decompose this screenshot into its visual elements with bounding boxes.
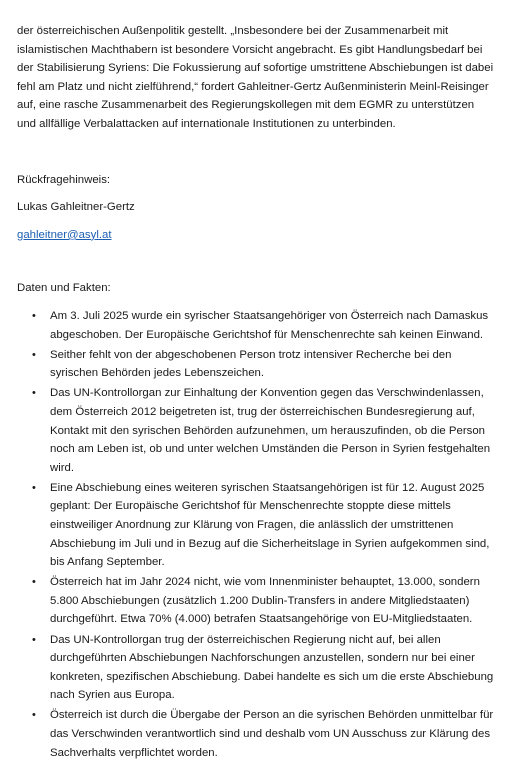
bullet-icon: • bbox=[32, 709, 36, 722]
list-item-text: Eine Abschiebung eines weiteren syrischen Staatsangehörigen ist für 12. August 2025 geplant: Der Europäische Gerichtshof für Menschenrechte stoppte diese mittels einstweiliger Anordnung zur Klärung von Fragen, die anlässlich der umstrittenen Abschiebung im Juli und in Bezug auf die Sicherheitslage in Syrien aufgekommen sind, bis Anfang September. bbox=[50, 481, 490, 569]
list-item-text: Seither fehlt von der abgeschobenen Person trotz intensiver Recherche bei den syrischen Behörden jedes Lebenszeichen. bbox=[50, 348, 452, 380]
list-item bbox=[17, 384, 495, 477]
spacer bbox=[17, 217, 495, 226]
spacer bbox=[17, 189, 495, 198]
list-item bbox=[17, 479, 495, 572]
intro-paragraph: der österreichischen Außenpolitik gestellt. „Insbesondere bei der Zusammenarbeit mit islamistischen Machthabern ist besondere Vorsicht angebracht. Es gibt Handlungsbedarf bei der Stabilisierung Syriens: Die Fokussierung auf sofortige umstrittene Abschiebungen ist dabei fehl am Platz und nicht zielführend,“ fordert Gahleitner-Gertz Außenministerin Meinl-Reisinger auf, eine rasche Zusammenarbeit des Regierungskollegen mit dem EGMR zu unterstützen und allfällige Verbalattacken auf internationale Institutionen zu unterbinden. bbox=[17, 25, 494, 130]
list-item bbox=[17, 346, 495, 383]
list-item-text: Österreich ist durch die Übergabe der Person an die syrischen Behörden unmittelbar für das Verschwinden verantwortlich sind und deshalb vom UN Ausschuss zur Klärung des Sachverhalts verpflichtet worden. bbox=[50, 709, 494, 759]
bullet-icon: • bbox=[32, 633, 36, 646]
contact-email-line bbox=[17, 226, 495, 245]
list-item-text: Österreich hat im Jahr 2024 nicht, wie vom Innenminister behauptet, 13.000, sondern 5.800 Abschiebungen (zusätzlich 1.200 Dublin-Transfers in andere Mitgliedstaaten) durchgeführt. Etwa 70% (4.000) betrafen Staatsangehörige von EU-Mitgliedstaaten. bbox=[50, 576, 480, 626]
facts-list bbox=[17, 307, 495, 762]
list-item-text: Das UN-Kontrollorgan trug der österreichischen Regierung nicht auf, bei allen durchgeführten Abschiebungen Nachforschungen anzustellen, sondern nur bei einer konkreten, spezifischen Abschiebung. Dabei handelte es sich um die erste Abschiebung nach Syrien aus Europa. bbox=[50, 633, 494, 702]
bullet-icon: • bbox=[32, 387, 36, 400]
contact-name: Lukas Gahleitner-Gertz bbox=[17, 201, 135, 214]
bullet-icon: • bbox=[32, 481, 36, 494]
list-item bbox=[17, 573, 495, 629]
list-item bbox=[17, 706, 495, 762]
contact-email-link[interactable]: gahleitner@asyl.at bbox=[17, 228, 112, 241]
list-item-text: Das UN-Kontrollorgan zur Einhaltung der Konvention gegen das Verschwindenlassen, dem Österreich 2012 beigetreten ist, trug der österreichischen Bundesregierung auf, Kontakt mit den syrischen Behörden aufzunehmen, um herauszufinden, ob die Person noch am Leben ist, ob und unter welchen Umständen die Person in Syrien festgehalten wird. bbox=[50, 387, 491, 474]
spacer bbox=[17, 298, 495, 307]
list-item bbox=[17, 631, 495, 705]
list-item bbox=[17, 307, 495, 344]
bullet-icon: • bbox=[32, 576, 36, 589]
bullet-icon: • bbox=[32, 309, 36, 322]
bullet-icon: • bbox=[32, 348, 36, 361]
spacer bbox=[17, 134, 495, 171]
document-page bbox=[17, 22, 495, 764]
facts-heading: Daten und Fakten: bbox=[17, 282, 111, 295]
spacer bbox=[17, 244, 495, 279]
list-item-text: Am 3. Juli 2025 wurde ein syrischer Staatsangehöriger von Österreich nach Damaskus abgeschoben. Der Europäische Gerichtshof für Menschenrechte sah keinen Einwand. bbox=[50, 309, 489, 341]
contact-heading: Rückfragehinweis: bbox=[17, 173, 111, 186]
